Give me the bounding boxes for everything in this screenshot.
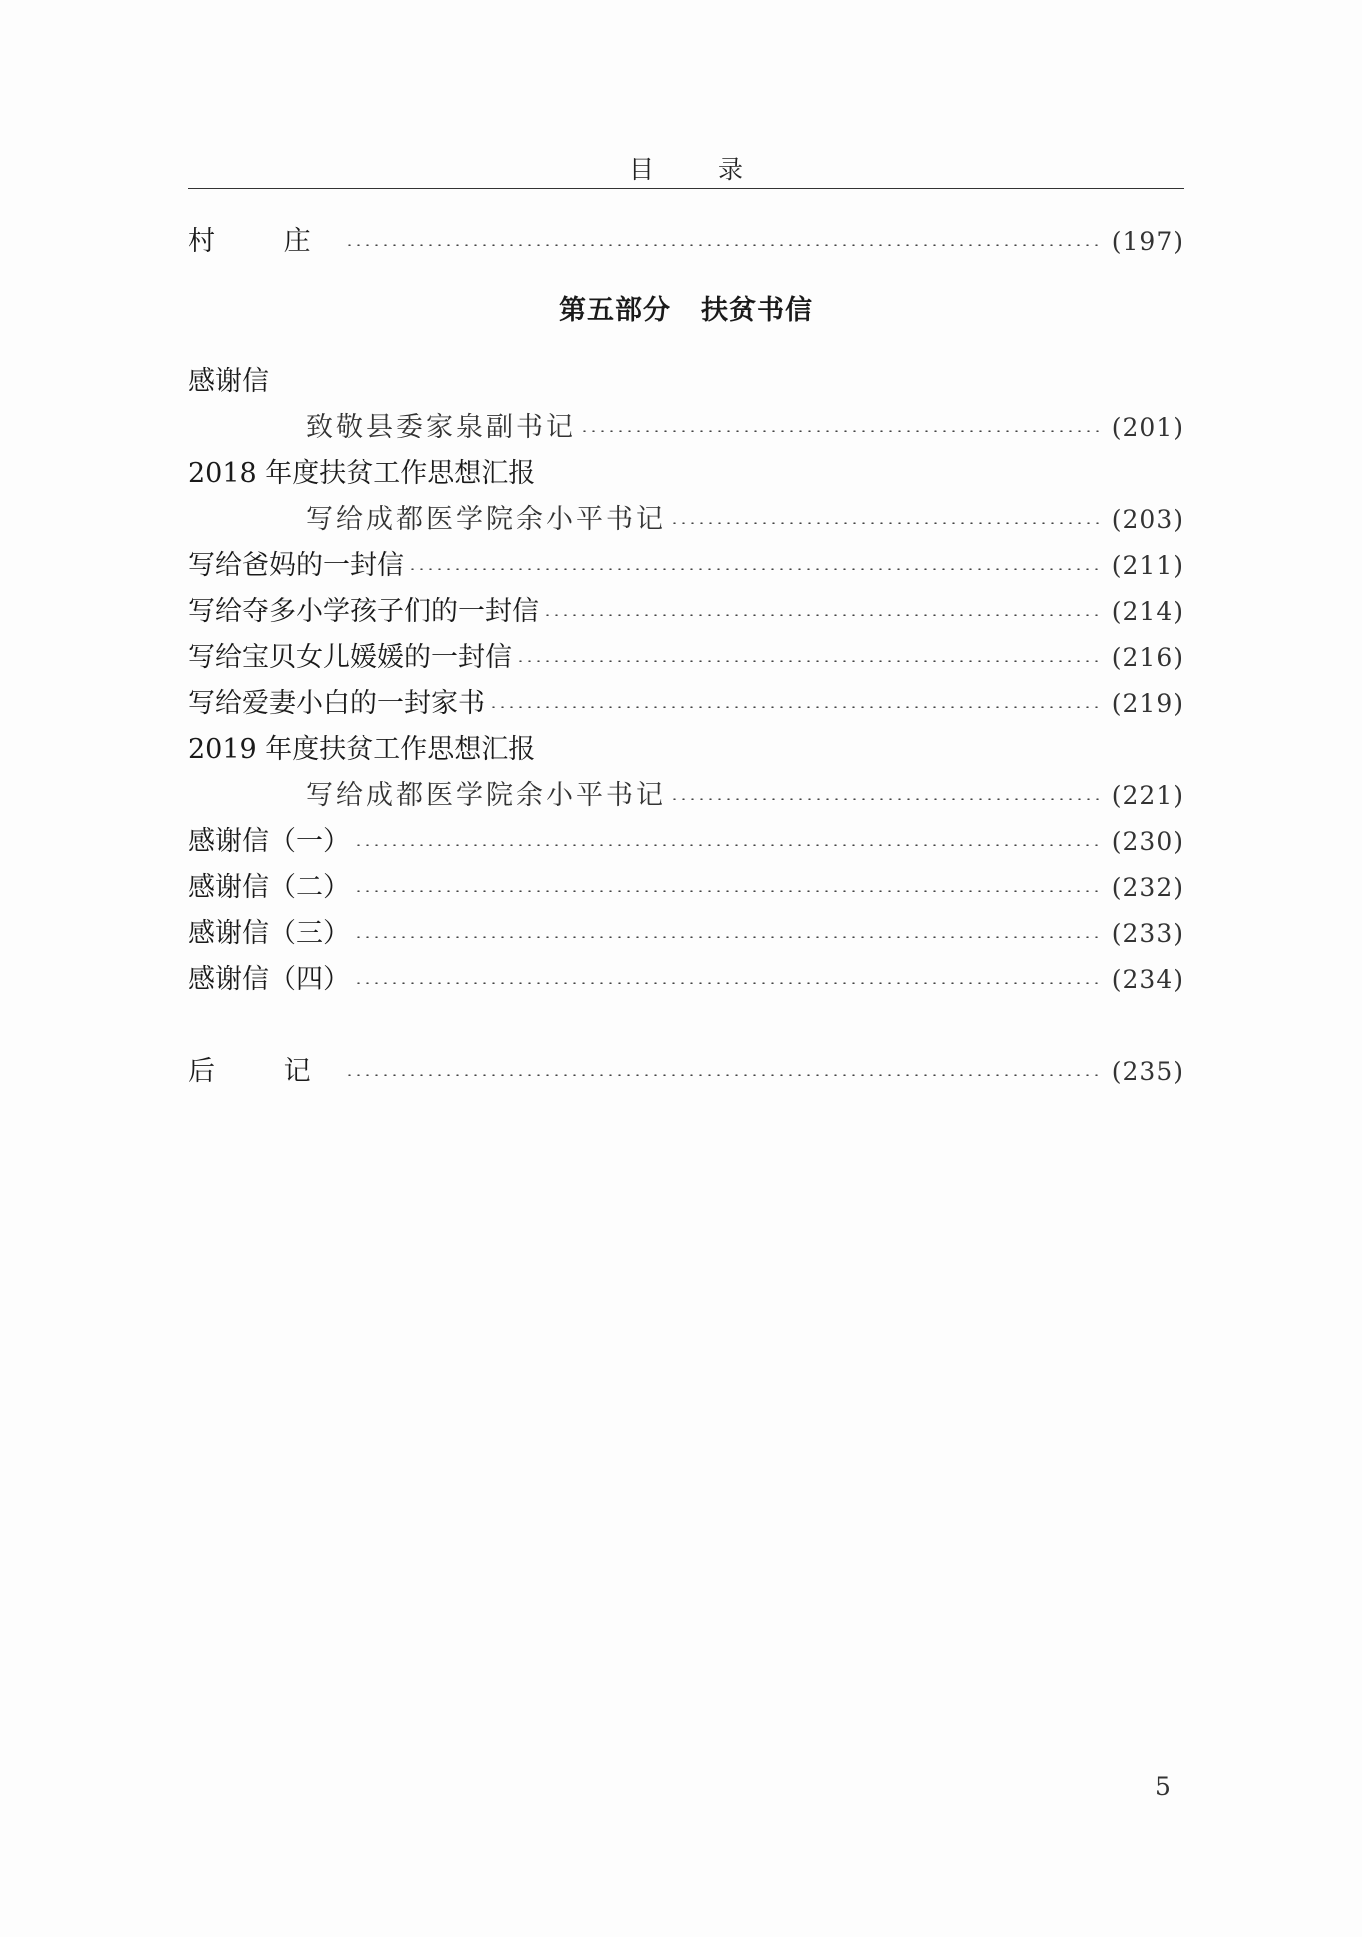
dot-leader — [516, 660, 1102, 662]
dot-leader — [345, 244, 1102, 246]
toc-entry-title: 后 记 — [188, 1056, 341, 1087]
toc-subentry[interactable] — [306, 776, 1184, 816]
header-rule — [188, 188, 1184, 189]
running-head: 目 录 — [629, 155, 771, 184]
toc-heading: 感谢信 — [188, 366, 269, 397]
toc-entry-title: 写给成都医学院余小平书记 — [306, 504, 666, 535]
toc-entry-page: (197) — [1111, 227, 1184, 256]
toc-entry[interactable] — [188, 684, 1184, 724]
toc-heading: 2019 年度扶贫工作思想汇报 — [188, 734, 536, 765]
toc-entry-page: (234) — [1111, 965, 1184, 994]
toc-entry-page: (211) — [1111, 551, 1184, 580]
dot-leader — [354, 890, 1102, 892]
toc-entry-page: (216) — [1111, 643, 1184, 672]
toc-entry[interactable] — [188, 592, 1184, 632]
section-title — [188, 291, 1184, 331]
dot-leader — [543, 614, 1102, 616]
toc-entry[interactable] — [188, 960, 1184, 1000]
toc-entry-page: (221) — [1111, 781, 1184, 810]
toc-entry-page: (235) — [1111, 1057, 1184, 1086]
dot-leader — [670, 522, 1102, 524]
toc-entry-title: 写给夺多小学孩子们的一封信 — [188, 596, 539, 627]
section-name: 扶贫书信 — [701, 295, 813, 326]
toc-entry-title: 感谢信（二） — [188, 872, 350, 903]
toc-entry[interactable] — [188, 638, 1184, 678]
toc-entry-title: 写给爱妻小白的一封家书 — [188, 688, 485, 719]
dot-leader — [354, 844, 1102, 846]
toc-subentry[interactable] — [306, 500, 1184, 540]
toc-entry[interactable] — [188, 868, 1184, 908]
toc-entry-title: 写给爸妈的一封信 — [188, 550, 404, 581]
dot-leader — [489, 706, 1102, 708]
toc-entry-page: (219) — [1111, 689, 1184, 718]
toc-entry-afterword[interactable] — [188, 1052, 1184, 1092]
toc-entry-page: (203) — [1111, 505, 1184, 534]
dot-leader — [354, 982, 1102, 984]
toc-heading: 2018 年度扶贫工作思想汇报 — [188, 458, 536, 489]
toc-entry-page: (233) — [1111, 919, 1184, 948]
toc-entry[interactable] — [188, 822, 1184, 862]
toc-entry-title: 写给宝贝女儿媛媛的一封信 — [188, 642, 512, 673]
toc-entry-title: 感谢信（三） — [188, 918, 350, 949]
toc-entry[interactable] — [188, 914, 1184, 954]
toc-entry-title: 感谢信（一） — [188, 826, 350, 857]
toc-entry-page: (230) — [1111, 827, 1184, 856]
toc-entry-page: (201) — [1111, 413, 1184, 442]
toc-entry-page: (232) — [1111, 873, 1184, 902]
toc-entry-title: 村 庄 — [188, 226, 341, 257]
dot-leader — [354, 936, 1102, 938]
page-number: 5 — [1155, 1772, 1171, 1801]
toc-entry-title: 致敬县委家泉副书记 — [306, 412, 576, 443]
dot-leader — [345, 1074, 1102, 1076]
toc-entry-village[interactable] — [188, 222, 1184, 262]
dot-leader — [408, 568, 1102, 570]
toc-entry-title: 感谢信（四） — [188, 964, 350, 995]
toc-entry[interactable] — [188, 546, 1184, 586]
toc-entry-title: 写给成都医学院余小平书记 — [306, 780, 666, 811]
dot-leader — [670, 798, 1102, 800]
section-part: 第五部分 — [559, 295, 671, 326]
dot-leader — [580, 430, 1102, 432]
toc-subentry[interactable] — [306, 408, 1184, 448]
toc-entry-page: (214) — [1111, 597, 1184, 626]
